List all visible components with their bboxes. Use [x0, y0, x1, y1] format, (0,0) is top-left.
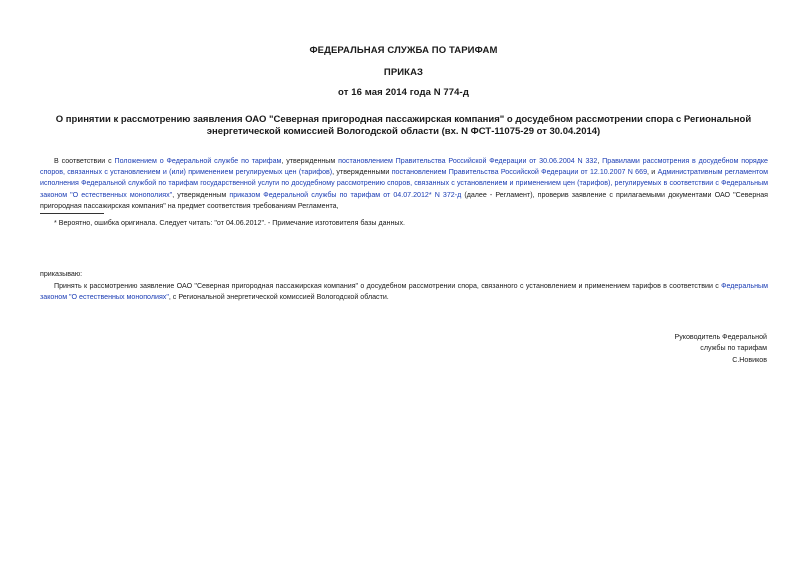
- decision-paragraph: [40, 281, 768, 303]
- preamble-text: (далее - Регламент), проверив заявление с прилагаемыми документами ОАО "Северная пригородная пассажирская компания" на предмет соответствия требованиям Регламента,: [40, 190, 768, 210]
- link-monopoly-law[interactable]: Федеральным законом "О естественных монополиях": [40, 282, 768, 302]
- decision-text: Принять к рассмотрению заявление ОАО "Северная пригородная пассажирская компания" о досудебном рассмотрении спора, связанного с установлением и применением тарифов в соответствии с: [54, 282, 722, 290]
- signature-block: [675, 332, 768, 366]
- document-date: от 16 мая 2014 года N 774-д: [338, 87, 469, 98]
- preamble-paragraph: [40, 156, 768, 212]
- link-order-372[interactable]: приказом Федеральной службы по тарифам от 04.07.2012* N 372-д: [229, 190, 462, 199]
- signature-name: С.Новиков: [732, 355, 767, 364]
- footnote: * Вероятно, ошибка оригинала. Следует читать: "от 04.06.2012". - Примечание изготовителя базы данных.: [54, 219, 406, 227]
- document-type: ПРИКАЗ: [383, 67, 424, 78]
- link-decree-332[interactable]: постановлением Правительства Российской Федерации от 30.06.2004 N 332: [338, 157, 598, 165]
- preamble-text: , утвержденными: [332, 168, 392, 177]
- preamble-text: , и: [647, 168, 658, 177]
- agency-name: ФЕДЕРАЛЬНАЯ СЛУЖБА ПО ТАРИФАМ: [309, 45, 498, 56]
- link-admin-regulation[interactable]: Административным регламентом исполнения Федеральной службой по тарифам государственной услуги по досудебному рассмотрению споров, связанных с установлением и применением цен (тарифов), регулируемых в соответствии с Федеральным законом "О естественных монополиях": [40, 168, 768, 199]
- preamble-text: , утвержденным: [281, 157, 339, 165]
- preamble-text: , утвержденным: [172, 190, 230, 199]
- document-title: О принятии к рассмотрению заявления ОАО "Северная пригородная пассажирская компания" о досудебном рассмотрении спора с Региональной энергетической комиссией Вологодской области (вх. N ФСТ-11075-29 от 30.04.2014): [55, 114, 752, 137]
- decision-text: , с Региональной энергетической комиссией Вологодской области.: [168, 293, 389, 302]
- signature-position: Руководитель Федеральной: [674, 333, 767, 341]
- order-word: приказываю:: [40, 270, 83, 278]
- link-decree-669[interactable]: постановлением Правительства Российской Федерации от 12.10.2007 N 669: [391, 168, 648, 177]
- preamble-text: В соответствии с: [54, 157, 115, 165]
- footnote-divider: [40, 213, 104, 214]
- link-fst-regulation[interactable]: Положением о Федеральной службе по тарифам: [114, 157, 282, 165]
- preamble-text: ,: [597, 157, 603, 165]
- signature-agency: службы по тарифам: [700, 344, 767, 353]
- link-dispute-rules[interactable]: Правилами рассмотрения в досудебном порядке споров, связанных с установлением и (или) применением регулируемых цен (тарифов): [40, 157, 768, 177]
